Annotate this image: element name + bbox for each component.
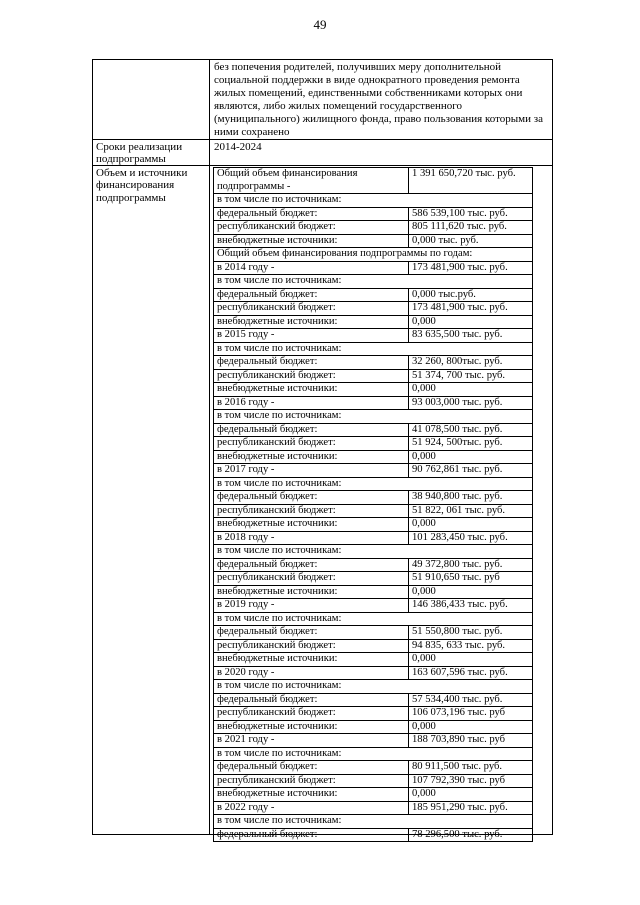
funding-label-cell: в том числе по источникам: bbox=[214, 275, 533, 289]
funding-label-cell: внебюджетные источники: bbox=[214, 315, 409, 329]
funding-row bbox=[214, 774, 533, 788]
funding-label-cell: в 2014 году - bbox=[214, 261, 409, 275]
funding-value-cell: 0,000 bbox=[409, 653, 533, 667]
funding-row bbox=[214, 248, 533, 262]
funding-row bbox=[214, 302, 533, 316]
funding-value-cell: 51 822, 061 тыс. руб. bbox=[409, 504, 533, 518]
funding-row bbox=[214, 275, 533, 289]
funding-label-cell: внебюджетные источники: bbox=[214, 518, 409, 532]
funding-label-cell: республиканский бюджет: bbox=[214, 774, 409, 788]
funding-row bbox=[214, 788, 533, 802]
funding-label-cell: внебюджетные источники: bbox=[214, 585, 409, 599]
funding-label-cell: республиканский бюджет: bbox=[214, 707, 409, 721]
funding-table bbox=[213, 167, 533, 842]
funding-value-cell: 146 386,433 тыс. руб. bbox=[409, 599, 533, 613]
funding-label-cell: республиканский бюджет: bbox=[214, 221, 409, 235]
funding-label-cell: в 2017 году - bbox=[214, 464, 409, 478]
funding-label-cell: внебюджетные источники: bbox=[214, 234, 409, 248]
funding-value-cell: 32 260, 800тыс. руб. bbox=[409, 356, 533, 370]
funding-value-cell: 41 078,500 тыс. руб. bbox=[409, 423, 533, 437]
funding-value-cell: 1 391 650,720 тыс. руб. bbox=[409, 168, 533, 194]
funding-label: Объем и источники финансирования подпрограммы bbox=[96, 167, 188, 204]
funding-label-cell: в 2015 году - bbox=[214, 329, 409, 343]
funding-row bbox=[214, 572, 533, 586]
funding-label-cell: федеральный бюджет: bbox=[214, 207, 409, 221]
funding-label-cell: федеральный бюджет: bbox=[214, 423, 409, 437]
funding-label-cell: федеральный бюджет: bbox=[214, 693, 409, 707]
row-divider bbox=[93, 165, 552, 166]
funding-value-cell: 51 374, 700 тыс. руб. bbox=[409, 369, 533, 383]
funding-row bbox=[214, 410, 533, 424]
funding-label-cell: в том числе по источникам: bbox=[214, 194, 533, 208]
funding-row bbox=[214, 315, 533, 329]
funding-row bbox=[214, 491, 533, 505]
funding-label-cell: в том числе по источникам: bbox=[214, 545, 533, 559]
funding-value-cell: 0,000 тыс. руб. bbox=[409, 234, 533, 248]
funding-value-cell: 173 481,900 тыс. руб. bbox=[409, 261, 533, 275]
funding-row bbox=[214, 369, 533, 383]
funding-label-cell: в том числе по источникам: bbox=[214, 815, 533, 829]
funding-label-cell: в 2020 году - bbox=[214, 666, 409, 680]
funding-row bbox=[214, 518, 533, 532]
funding-value-cell: 83 635,500 тыс. руб. bbox=[409, 329, 533, 343]
funding-row bbox=[214, 828, 533, 842]
funding-row bbox=[214, 815, 533, 829]
page-number: 49 bbox=[313, 17, 327, 32]
funding-label-cell: федеральный бюджет: bbox=[214, 626, 409, 640]
funding-row bbox=[214, 734, 533, 748]
funding-value-cell: 49 372,800 тыс. руб. bbox=[409, 558, 533, 572]
funding-value-cell: 93 003,000 тыс. руб. bbox=[409, 396, 533, 410]
funding-row bbox=[214, 221, 533, 235]
funding-value-cell: 163 607,596 тыс. руб. bbox=[409, 666, 533, 680]
funding-row bbox=[214, 707, 533, 721]
funding-row bbox=[214, 423, 533, 437]
funding-row bbox=[214, 234, 533, 248]
funding-label-cell: республиканский бюджет: bbox=[214, 504, 409, 518]
funding-row bbox=[214, 693, 533, 707]
funding-value-cell: 51 550,800 тыс. руб. bbox=[409, 626, 533, 640]
funding-label-cell: республиканский бюджет: bbox=[214, 639, 409, 653]
funding-row bbox=[214, 720, 533, 734]
funding-value-cell: 51 910,650 тыс. руб bbox=[409, 572, 533, 586]
row-divider bbox=[93, 139, 552, 140]
funding-row bbox=[214, 653, 533, 667]
funding-value-cell: 106 073,196 тыс. руб bbox=[409, 707, 533, 721]
funding-value-cell: 173 481,900 тыс. руб. bbox=[409, 302, 533, 316]
funding-row bbox=[214, 801, 533, 815]
funding-label-cell: внебюджетные источники: bbox=[214, 653, 409, 667]
funding-label-cell: в том числе по источникам: bbox=[214, 747, 533, 761]
funding-label-cell: в 2016 году - bbox=[214, 396, 409, 410]
funding-row bbox=[214, 437, 533, 451]
funding-value-cell: 80 911,500 тыс. руб. bbox=[409, 761, 533, 775]
funding-row bbox=[214, 747, 533, 761]
funding-label-cell: федеральный бюджет: bbox=[214, 491, 409, 505]
funding-value-cell: 805 111,620 тыс. руб. bbox=[409, 221, 533, 235]
funding-value-cell: 0,000 тыс.руб. bbox=[409, 288, 533, 302]
funding-value-cell: 38 940,800 тыс. руб. bbox=[409, 491, 533, 505]
funding-value-cell: 0,000 bbox=[409, 518, 533, 532]
funding-row bbox=[214, 626, 533, 640]
funding-value-cell: 0,000 bbox=[409, 450, 533, 464]
funding-row bbox=[214, 464, 533, 478]
funding-row bbox=[214, 356, 533, 370]
funding-value-cell: 0,000 bbox=[409, 585, 533, 599]
funding-row bbox=[214, 450, 533, 464]
funding-row bbox=[214, 477, 533, 491]
funding-row bbox=[214, 545, 533, 559]
funding-label-cell: Общий объем финансирования подпрограммы по годам: bbox=[214, 248, 533, 262]
funding-label-cell: внебюджетные источники: bbox=[214, 383, 409, 397]
funding-label-cell: федеральный бюджет: bbox=[214, 761, 409, 775]
funding-label-cell: в 2019 году - bbox=[214, 599, 409, 613]
funding-label-cell: внебюджетные источники: bbox=[214, 788, 409, 802]
funding-row bbox=[214, 194, 533, 208]
funding-label-cell: в 2021 году - bbox=[214, 734, 409, 748]
funding-row bbox=[214, 639, 533, 653]
funding-label-cell: республиканский бюджет: bbox=[214, 369, 409, 383]
funding-value-cell: 101 283,450 тыс. руб. bbox=[409, 531, 533, 545]
funding-value-cell: 0,000 bbox=[409, 720, 533, 734]
funding-value-cell: 107 792,390 тыс. руб bbox=[409, 774, 533, 788]
funding-label-cell: в 2018 году - bbox=[214, 531, 409, 545]
funding-row bbox=[214, 288, 533, 302]
funding-label-cell: в том числе по источникам: bbox=[214, 410, 533, 424]
funding-value-cell: 78 296,500 тыс. руб. bbox=[409, 828, 533, 842]
funding-row bbox=[214, 585, 533, 599]
intro-text: без попечения родителей, получивших меру дополнительной социальной поддержки в виде однократного проведения ремонта жилых помещений, единственными собственниками которых они являются, либо жилых помещений государственного (муниципального) жилищного фонда, право пользования которыми за ними сохранено bbox=[214, 61, 543, 139]
funding-label-cell: в том числе по источникам: bbox=[214, 612, 533, 626]
funding-label-cell: в том числе по источникам: bbox=[214, 342, 533, 356]
funding-value-cell: 94 835, 633 тыс. руб. bbox=[409, 639, 533, 653]
funding-label-cell: республиканский бюджет: bbox=[214, 437, 409, 451]
funding-label-cell: федеральный бюджет: bbox=[214, 558, 409, 572]
funding-value-cell: 0,000 bbox=[409, 383, 533, 397]
funding-value-cell: 90 762,861 тыс. руб. bbox=[409, 464, 533, 478]
funding-row bbox=[214, 761, 533, 775]
funding-label-cell: федеральный бюджет: bbox=[214, 356, 409, 370]
funding-row bbox=[214, 261, 533, 275]
funding-label-cell: в том числе по источникам: bbox=[214, 477, 533, 491]
funding-label-cell: в том числе по источникам: bbox=[214, 680, 533, 694]
funding-row bbox=[214, 504, 533, 518]
program-table bbox=[92, 59, 553, 840]
funding-label-cell: федеральный бюджет: bbox=[214, 828, 409, 842]
funding-row bbox=[214, 396, 533, 410]
funding-value-cell: 0,000 bbox=[409, 788, 533, 802]
funding-value-cell: 188 703,890 тыс. руб bbox=[409, 734, 533, 748]
funding-label-cell: федеральный бюджет: bbox=[214, 288, 409, 302]
terms-label: Сроки реализации подпрограммы bbox=[96, 141, 183, 166]
funding-label-cell: республиканский бюджет: bbox=[214, 572, 409, 586]
funding-value-cell: 586 539,100 тыс. руб. bbox=[409, 207, 533, 221]
funding-row bbox=[214, 207, 533, 221]
funding-label-cell: внебюджетные источники: bbox=[214, 450, 409, 464]
funding-row bbox=[214, 329, 533, 343]
funding-row bbox=[214, 342, 533, 356]
funding-value-cell: 185 951,290 тыс. руб. bbox=[409, 801, 533, 815]
funding-row bbox=[214, 558, 533, 572]
funding-label-cell: в 2022 году - bbox=[214, 801, 409, 815]
funding-row bbox=[214, 599, 533, 613]
column-divider bbox=[209, 60, 210, 834]
funding-row bbox=[214, 383, 533, 397]
funding-row bbox=[214, 612, 533, 626]
funding-row bbox=[214, 666, 533, 680]
funding-label-cell: Общий объем финансирования подпрограммы - bbox=[214, 168, 409, 194]
funding-row bbox=[214, 531, 533, 545]
funding-value-cell: 51 924, 500тыс. руб. bbox=[409, 437, 533, 451]
funding-row bbox=[214, 168, 533, 194]
funding-label-cell: республиканский бюджет: bbox=[214, 302, 409, 316]
terms-value: 2014-2024 bbox=[214, 141, 262, 153]
funding-row bbox=[214, 680, 533, 694]
funding-value-cell: 0,000 bbox=[409, 315, 533, 329]
funding-value-cell: 57 534,400 тыс. руб. bbox=[409, 693, 533, 707]
funding-label-cell: внебюджетные источники: bbox=[214, 720, 409, 734]
